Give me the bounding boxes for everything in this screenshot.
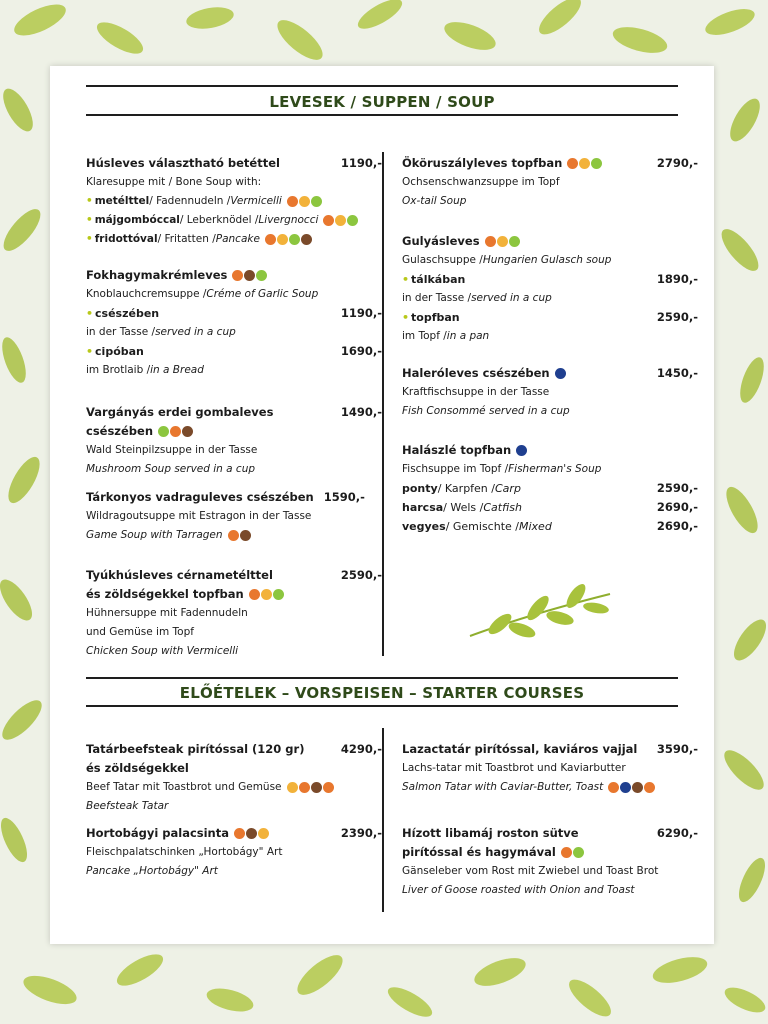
allergen-icons [265, 234, 313, 245]
bullet-icon: • [86, 345, 94, 358]
fish-allergen-icon [555, 368, 567, 379]
item-price: 1190,- [340, 156, 382, 170]
option-row: • májgombóccal / Leberknödel / Livergnocci [86, 211, 386, 230]
menu-item-fokhagyma: Fokhagymakrémleves Knoblauchcremsuppe / Créme of Garlic Soup • csészében 1190,- in der Tasse / served in a cup • cipóban 1690,- im Brotlaib / in a Bread [86, 268, 382, 376]
starters-left-column [86, 740, 386, 920]
menu-item-tyukhusleves: Tyúkhúsleves cérnametélttel 2590,- és zöldségekkel topfban Hühnersuppe mit Fadennudeln und Gemüse im Topf Chicken Soup with Vermicelli [86, 568, 382, 657]
allergen-icons [287, 782, 335, 793]
allergen-icons [323, 215, 359, 226]
bullet-icon: • [86, 233, 93, 245]
option-row: • fridottóval / Fritatten / Pancake [86, 230, 386, 249]
soup-left-column [86, 154, 386, 657]
menu-item-okoruszaly: Ököruszályleves topfban 2790,- Ochsenschwanzsuppe im Topf Ox-tail Soup [402, 156, 698, 207]
starters-top-rule [86, 677, 678, 679]
allergen-icons [485, 236, 521, 247]
allergen-icons [287, 196, 323, 207]
allergen-icons [232, 270, 268, 281]
menu-item-lazactatar: Lazactatár pirítóssal, kaviáros vajjal 3590,- Lachs-tatar mit Toastbrot und Kaviarbutter Salmon Tatar with Caviar-Butter, Toast [402, 742, 698, 793]
option-row: • metélttel / Fadennudeln / Vermicelli [86, 192, 386, 211]
bullet-icon: • [86, 307, 94, 320]
leaf-cluster-right [716, 94, 768, 905]
allergen-icons [561, 847, 585, 858]
menu-item-tarkony: Tárkonyos vadraguleves csészében 1590,- Wildragoutsuppe mit Estragon in der Tasse Game Soup with Tarragen [86, 490, 365, 541]
fish-allergen-icon [516, 445, 528, 456]
allergen-icons [249, 589, 285, 600]
soup-top-rule [86, 85, 678, 87]
item-desc: Klaresuppe mit / Bone Soup with: [86, 176, 262, 188]
bullet-icon: • [86, 214, 93, 226]
menu-item-vargany: Vargányás erdei gombaleves 1490,- csészében Wald Steinpilzsuppe in der Tasse Mushroom Soup served in a cup [86, 405, 382, 475]
menu-item-halaszle: Halászlé topfban Fischsuppe im Topf / Fisherman's Soup ponty / Karpfen / Carp 2590,- harcsa / Wels / Catfish 2690,- vegyes / Gemischte / Mixed 2690,- [402, 443, 698, 533]
bullet-icon: • [402, 311, 410, 324]
bullet-icon: • [86, 195, 93, 207]
menu-item-haleroleves: Haleróleves csészében 1450,- Kraftfischsuppe in der Tasse Fish Consommé served in a cup [402, 366, 698, 417]
starters-bottom-rule [86, 705, 678, 707]
leaf-cluster-left [0, 84, 47, 865]
allergen-icons [158, 426, 194, 437]
menu-item-husleves [86, 154, 386, 249]
menu-item-tatarbeefsteak: Tatárbeefsteak pirítóssal (120 gr) 4290,- és zöldségekkel Beef Tatar mit Toastbrot und Gemüse Beefsteak Tatar [86, 742, 382, 812]
menu-item-libamaj: Hízott libamáj roston sütve 6290,- pirítóssal és hagymával Gänseleber vom Rost mit Zwiebel und Toast Brot Liver of Goose roasted with Onion and Toast [402, 826, 698, 896]
bullet-icon: • [402, 273, 410, 286]
allergen-icons [608, 782, 656, 793]
menu-page [50, 66, 714, 944]
menu-item-hortobagyi: Hortobágyi palacsinta 2390,- Fleischpalatschinken „Hortobágy" Art Pancake „Hortobágy" Art [86, 826, 382, 877]
allergen-icons [567, 158, 603, 169]
allergen-icons [228, 530, 252, 541]
starters-right-column [402, 740, 702, 920]
item-name: Húsleves választható betéttel [86, 156, 280, 170]
leaf-cluster-top [10, 0, 758, 66]
allergen-icons [234, 828, 270, 839]
starters-section-title: ELŐÉTELEK – VORSPEISEN – STARTER COURSES [179, 684, 585, 702]
soup-bottom-rule [86, 114, 678, 116]
leaf-sprig-decoration [460, 574, 620, 646]
menu-item-gulyasleves: Gulyásleves Gulaschsuppe / Hungarien Gulasch soup • tálkában 1890,- in der Tasse / served in a cup • topfban 2590,- im Topf / in a pan [402, 234, 698, 342]
leaf-cluster-bottom [20, 948, 768, 1022]
soup-section-title: LEVESEK / SUPPEN / SOUP [269, 93, 495, 111]
